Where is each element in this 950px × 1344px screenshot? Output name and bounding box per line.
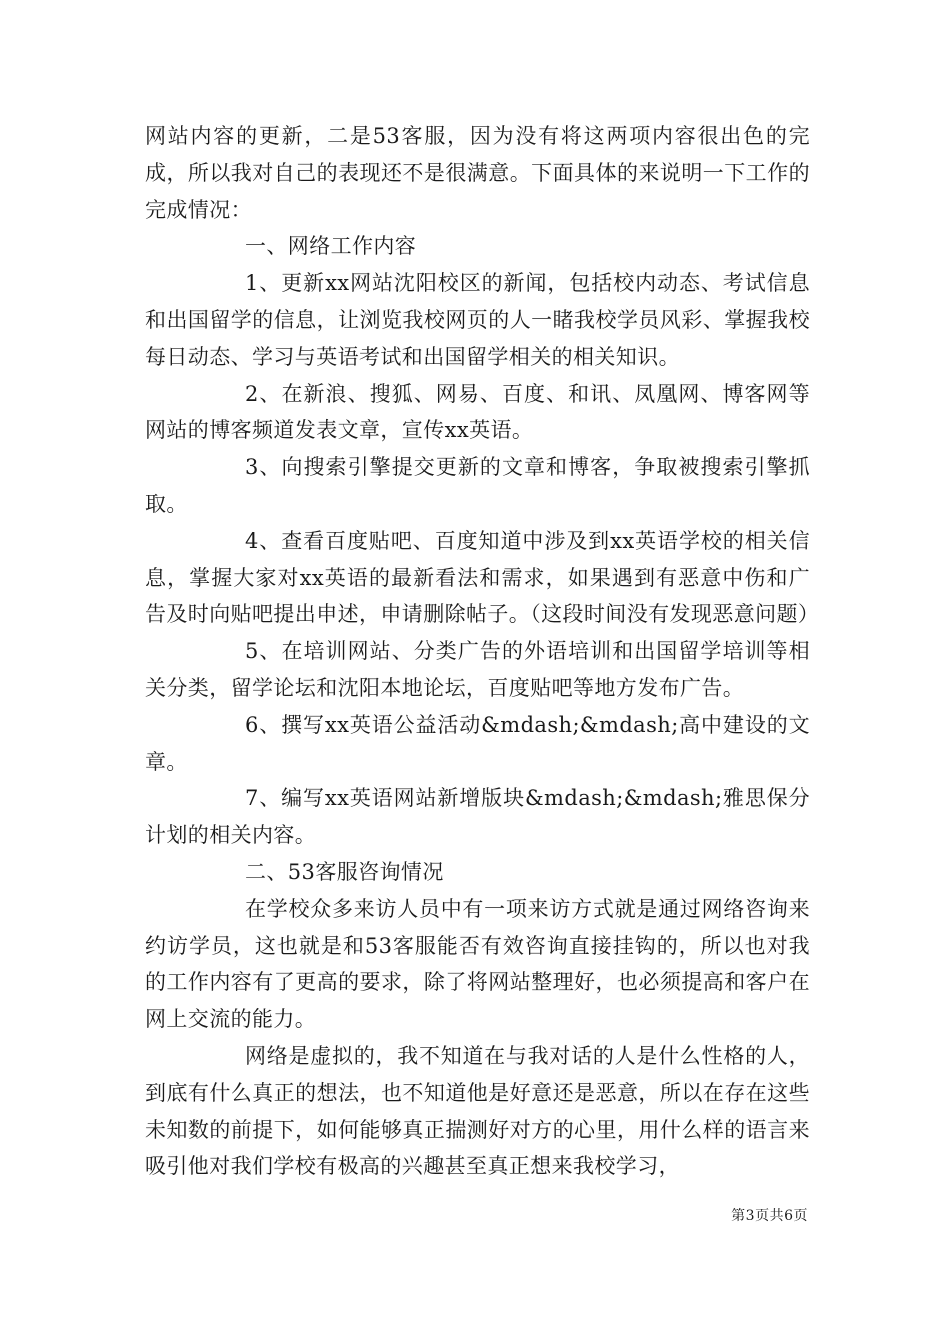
document-body bbox=[145, 118, 820, 1185]
list-item-4: 4、查看百度贴吧、百度知道中涉及到xx英语学校的相关信息，掌握大家对xx英语的最新看法和需求，如果遇到有恶意中伤和广告及时向贴吧提出申述，申请删除帖子。（这段时间没有发现恶意问题） bbox=[145, 528, 820, 627]
list-item-3: 3、向搜索引擎提交更新的文章和博客，争取被搜索引擎抓取。 bbox=[145, 455, 810, 516]
list-item-6: 6、撰写xx英语公益活动&mdash;&mdash;高中建设的文章。 bbox=[145, 712, 810, 774]
paragraph-virtual-network: 网络是虚拟的，我不知道在与我对话的人是什么性格的人，到底有什么真正的想法，也不知道他是好意还是恶意，所以在存在这些未知数的前提下，如何能够真正揣测好对方的心里，用什么样的语言来吸引他对我们学校有极高的兴趣甚至真正想来我校学习， bbox=[145, 1043, 810, 1179]
paragraph-consultation: 在学校众多来访人员中有一项来访方式就是通过网络咨询来约访学员，这也就是和53客服能否有效咨询直接挂钩的，所以也对我的工作内容有了更高的要求，除了将网站整理好，也必须提高和客户在网上交流的能力。 bbox=[145, 896, 810, 1032]
page-number-footer: 第3页共6页 bbox=[731, 1208, 808, 1224]
paragraph-intro-continuation: 网站内容的更新，二是53客服，因为没有将这两项内容很出色的完成，所以我对自己的表现还不是很满意。下面具体的来说明一下工作的完成情况： bbox=[145, 124, 810, 222]
section-heading-53-service: 二、53客服咨询情况 bbox=[245, 859, 444, 884]
list-item-2: 2、在新浪、搜狐、网易、百度、和讯、凤凰网、博客网等网站的博客频道发表文章，宣传xx英语。 bbox=[145, 381, 810, 443]
section-heading-network-work: 一、网络工作内容 bbox=[245, 234, 417, 259]
list-item-1: 1、更新xx网站沈阳校区的新闻，包括校内动态、考试信息和出国留学的信息，让浏览我校网页的人一睹我校学员风彩、掌握我校每日动态、学习与英语考试和出国留学相关的相关知识。 bbox=[145, 271, 810, 369]
list-item-5: 5、在培训网站、分类广告的外语培训和出国留学培训等相关分类，留学论坛和沈阳本地论坛，百度贴吧等地方发布广告。 bbox=[145, 639, 810, 700]
list-item-7: 7、编写xx英语网站新增版块&mdash;&mdash;雅思保分计划的相关内容。 bbox=[145, 786, 810, 848]
